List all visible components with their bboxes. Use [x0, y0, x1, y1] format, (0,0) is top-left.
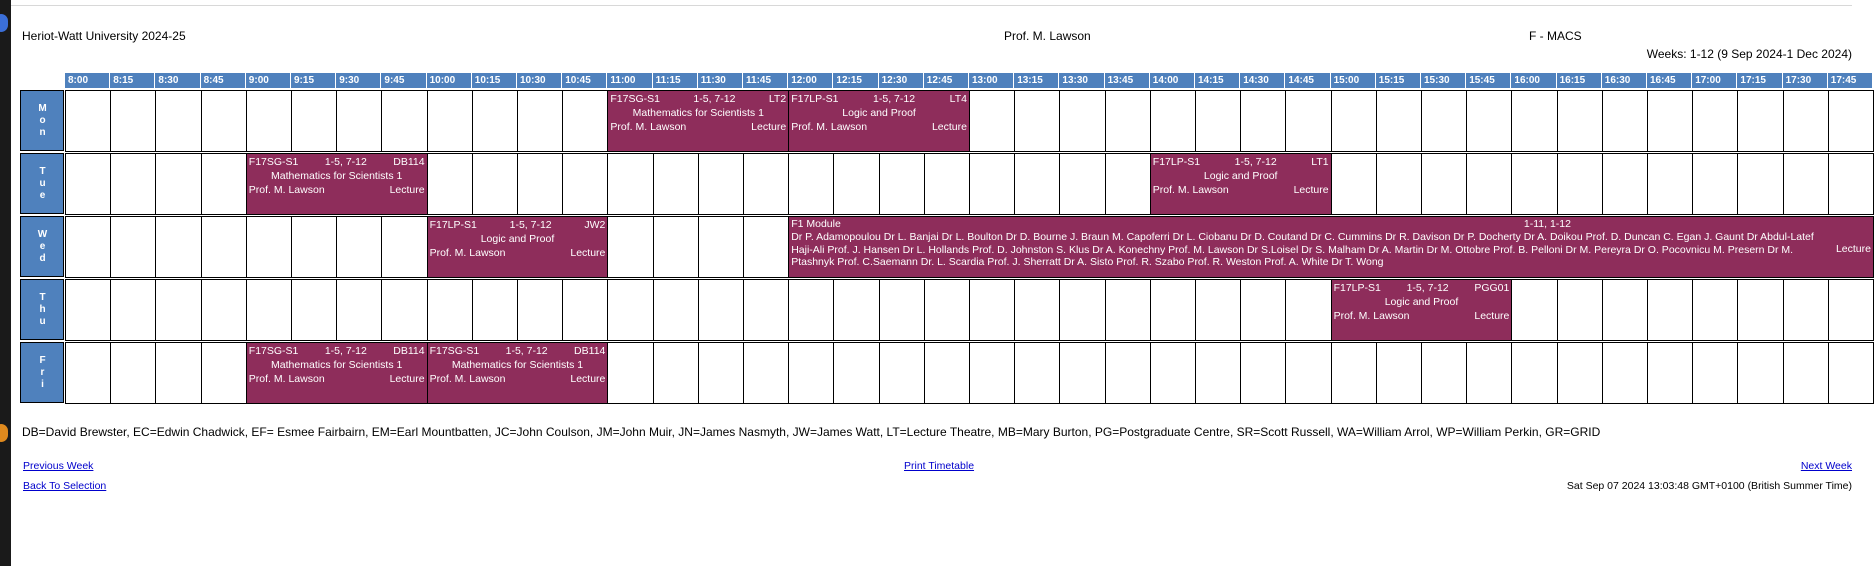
timeslot-cell	[1557, 90, 1603, 152]
timeslot-cell	[833, 279, 879, 341]
timeslot-cell	[1331, 153, 1377, 215]
timeslot-cell	[1737, 153, 1783, 215]
time-header: 14:30	[1240, 73, 1285, 88]
timeslot-cell	[1150, 342, 1196, 404]
timeslot-cell	[381, 279, 427, 341]
event-code: F17LP-S1	[1333, 282, 1381, 294]
timeslot-cell	[1557, 153, 1603, 215]
timeslot-cell	[201, 279, 247, 341]
timeslot-cell	[743, 153, 789, 215]
event-type: Lecture	[389, 373, 425, 385]
event-staff: Prof. M. Lawson	[248, 373, 325, 385]
time-header: 10:00	[427, 73, 472, 88]
next-week-link[interactable]: Next Week	[1800, 460, 1852, 472]
timeslot-cell	[1105, 279, 1151, 341]
weeks-range: Weeks: 1-12 (9 Sep 2024-1 Dec 2024)	[1646, 47, 1852, 61]
timeslot-cell	[1602, 153, 1648, 215]
timeslot-cell	[1557, 279, 1603, 341]
event-code: F17SG-S1	[610, 93, 660, 105]
timeslot-cell	[1602, 342, 1648, 404]
time-header: 9:00	[246, 73, 291, 88]
timeslot-cell	[698, 279, 744, 341]
time-header: 17:15	[1737, 73, 1782, 88]
timeslot-cell	[1647, 153, 1693, 215]
time-header: 9:30	[336, 73, 381, 88]
timeslot-cell	[743, 279, 789, 341]
time-header: 11:00	[607, 73, 652, 88]
event-code: F17LP-S1	[1152, 156, 1201, 168]
day-label: Thu	[37, 291, 48, 328]
timeslot-cell	[65, 279, 111, 341]
event-room: DB114	[393, 345, 425, 357]
timeslot-cell	[427, 90, 473, 152]
timeslot-cell	[1059, 342, 1105, 404]
event-code: F17LP-S1	[791, 93, 839, 105]
time-header: 14:45	[1285, 73, 1330, 88]
time-header: 9:15	[291, 73, 336, 88]
event-code: F17SG-S1	[248, 156, 299, 168]
timeslot-cell	[1105, 342, 1151, 404]
timeslot-cell	[1511, 342, 1557, 404]
timetable-event[interactable]	[246, 153, 428, 215]
event-weeks: 1-5, 7-12	[1234, 156, 1277, 168]
day-label: Mon	[37, 102, 48, 139]
event-staff: Prof. M. Lawson	[429, 247, 506, 259]
timeslot-cell	[1014, 153, 1060, 215]
timeslot-cell	[246, 216, 292, 278]
timeslot-cell	[1828, 153, 1874, 215]
time-header: 17:00	[1692, 73, 1737, 88]
timeslot-cell	[1511, 153, 1557, 215]
timeslot-cell	[1285, 90, 1331, 152]
timeslot-cell	[110, 342, 156, 404]
timeslot-cell	[1240, 342, 1286, 404]
timetable-event[interactable]	[1150, 153, 1332, 215]
time-header: 8:45	[201, 73, 246, 88]
time-header: 13:15	[1014, 73, 1059, 88]
timeslot-cell	[291, 90, 337, 152]
timeslot-cell	[110, 90, 156, 152]
day-header-thu	[20, 279, 64, 340]
timetable-event[interactable]	[427, 216, 609, 278]
event-room: LT1	[1311, 156, 1329, 168]
time-header: 10:45	[562, 73, 607, 88]
time-header: 8:00	[65, 73, 110, 88]
time-header: 14:00	[1150, 73, 1195, 88]
time-header: 17:30	[1783, 73, 1828, 88]
timeslot-cell	[1466, 342, 1512, 404]
timeslot-cell	[201, 342, 247, 404]
timeslot-cell	[1240, 90, 1286, 152]
edge-indicator-orange	[0, 424, 8, 442]
timeslot-cell	[1014, 90, 1060, 152]
time-header: 15:15	[1376, 73, 1421, 88]
timeslot-cell	[65, 216, 111, 278]
timeslot-cell	[381, 90, 427, 152]
event-type: Lecture	[1835, 243, 1871, 255]
timeslot-cell	[1150, 90, 1196, 152]
time-header: 11:45	[743, 73, 788, 88]
timeslot-cell	[924, 279, 970, 341]
timeslot-cell	[1783, 153, 1829, 215]
timeslot-cell	[788, 342, 834, 404]
event-weeks: 1-5, 7-12	[1406, 282, 1449, 294]
timeslot-cell	[562, 279, 608, 341]
staff-name: Prof. M. Lawson	[1004, 29, 1091, 43]
time-header: 16:15	[1557, 73, 1602, 88]
timeslot-cell	[653, 279, 699, 341]
event-title: Mathematics for Scientists 1	[271, 170, 403, 182]
time-header: 14:15	[1195, 73, 1240, 88]
timeslot-cell	[653, 153, 699, 215]
event-staff: Prof. M. Lawson	[248, 184, 325, 196]
edge-indicator-blue	[0, 14, 8, 32]
timeslot-cell	[1421, 342, 1467, 404]
timeslot-cell	[291, 279, 337, 341]
timeslot-cell	[1692, 153, 1738, 215]
time-header: 11:30	[698, 73, 743, 88]
timeslot-cell	[1647, 279, 1693, 341]
day-header-tue	[20, 153, 64, 214]
time-header: 10:30	[517, 73, 562, 88]
timeslot-cell	[698, 153, 744, 215]
event-code: F17SG-S1	[429, 345, 480, 357]
event-title: Logic and Proof	[1203, 170, 1278, 182]
timeslot-cell	[788, 279, 834, 341]
timeslot-cell	[155, 153, 201, 215]
event-staff: Prof. M. Lawson	[429, 373, 506, 385]
timeslot-cell	[1331, 342, 1377, 404]
event-title: Mathematics for Scientists 1	[632, 107, 764, 119]
timeslot-cell	[1285, 342, 1331, 404]
timeslot-cell	[1783, 342, 1829, 404]
time-header: 9:45	[381, 73, 426, 88]
day-label: Tue	[37, 165, 48, 202]
print-timetable-link[interactable]: Print Timetable	[904, 460, 975, 472]
timeslot-cell	[833, 342, 879, 404]
timeslot-cell	[65, 90, 111, 152]
day-label: Wed	[37, 228, 48, 265]
back-to-selection-link[interactable]: Back To Selection	[23, 480, 107, 492]
generated-timestamp: Sat Sep 07 2024 13:03:48 GMT+0100 (British Summer Time)	[1566, 480, 1852, 492]
timeslot-cell	[1014, 342, 1060, 404]
timeslot-cell	[1828, 90, 1874, 152]
event-type: Lecture	[1293, 184, 1329, 196]
timeslot-cell	[201, 90, 247, 152]
timeslot-cell	[1783, 279, 1829, 341]
timetable-event[interactable]	[246, 342, 428, 404]
timeslot-cell	[1692, 342, 1738, 404]
timeslot-cell	[924, 342, 970, 404]
event-type: Lecture	[1474, 310, 1510, 322]
timeslot-cell	[291, 216, 337, 278]
room-legend: DB=David Brewster, EC=Edwin Chadwick, EF= Esmee Fairbairn, EM=Earl Mountbatten, JC=John Coulson, JM=John Muir, JN=James Nasmyth, JW=James Watt, LT=Lecture Theatre, MB=Mary Burton, PG=Postgraduate Centre, SR=Scott Russell, WA=William Arrol, WP=William Perkin, GR=GRID	[22, 425, 1601, 439]
timeslot-cell	[1376, 342, 1422, 404]
event-room: JW2	[584, 219, 606, 231]
timeslot-cell	[1647, 90, 1693, 152]
timeslot-cell	[155, 90, 201, 152]
event-title: Logic and Proof	[1384, 296, 1459, 308]
timeslot-cell	[1195, 279, 1241, 341]
time-header: 15:30	[1421, 73, 1466, 88]
timeslot-cell	[1828, 279, 1874, 341]
timeslot-cell	[924, 153, 970, 215]
event-staff: Prof. M. Lawson	[610, 121, 687, 133]
timeslot-cell	[246, 90, 292, 152]
timeslot-cell	[1285, 279, 1331, 341]
event-type: Lecture	[931, 121, 967, 133]
timeslot-cell	[155, 279, 201, 341]
institution-title: Heriot-Watt University 2024-25	[22, 29, 186, 43]
time-header: 12:30	[879, 73, 924, 88]
day-header-mon	[20, 90, 64, 151]
time-header: 16:30	[1602, 73, 1647, 88]
timeslot-cell	[110, 279, 156, 341]
timeslot-cell	[1195, 342, 1241, 404]
timeslot-cell	[743, 342, 789, 404]
timeslot-cell	[562, 153, 608, 215]
timeslot-cell	[1195, 90, 1241, 152]
timeslot-cell	[1014, 279, 1060, 341]
time-header: 12:15	[833, 73, 878, 88]
timeslot-cell	[336, 90, 382, 152]
event-code: F17LP-S1	[429, 219, 477, 231]
event-room: LT2	[768, 93, 787, 105]
timeslot-cell	[381, 216, 427, 278]
event-staff: Prof. M. Lawson	[1152, 184, 1229, 196]
event-room: DB114	[393, 156, 425, 168]
timeslot-cell	[1150, 279, 1196, 341]
time-header: 10:15	[472, 73, 517, 88]
time-header: 13:30	[1059, 73, 1104, 88]
timeslot-cell	[1421, 90, 1467, 152]
timetable-event[interactable]	[607, 90, 789, 152]
event-weeks: 1-5, 7-12	[324, 345, 367, 357]
event-staff: Dr P. Adamopoulou Dr L. Banjai Dr L. Boulton Dr D. Bourne J. Braun M. Capoferri Dr L. Ciobanu Dr D. Coutand Dr C. Cummins Dr R. Davison Dr P. Docherty Dr A. Doikou Prof. D. Duncan C. Egan J. Gaunt Dr Abdul-Latef Haji-Ali Prof. J. Hansen Dr L. Hollands Prof. D. Johnston S. Klus Dr A. Konechny Prof. M. Lawson Dr S.Loisel Dr S. Malham Dr A. Martin Dr M. Ottobre Prof. B. Pelloni Dr M. Pereyra Dr O. Pocovnicu M. Presern Dr M. Ptashnyk Prof. C.Saemann Dr. L. Scardia Prof. J. Sherratt Dr A. Sisto Prof. R. Szabo Prof. R. Weston Prof. A. White Dr T. Wong	[791, 231, 1814, 268]
time-header: 15:00	[1331, 73, 1376, 88]
time-header: 13:00	[969, 73, 1014, 88]
top-divider	[11, 5, 1852, 6]
timeslot-cell	[336, 279, 382, 341]
event-type: Lecture	[751, 121, 787, 133]
timeslot-cell	[1737, 342, 1783, 404]
timeslot-cell	[607, 342, 653, 404]
timeslot-cell	[517, 90, 563, 152]
timeslot-cell	[653, 216, 699, 278]
event-weeks: 1-5, 7-12	[324, 156, 367, 168]
event-weeks: 1-5, 7-12	[509, 219, 552, 231]
event-type: Lecture	[570, 373, 606, 385]
timeslot-cell	[879, 153, 925, 215]
timeslot-cell	[607, 216, 653, 278]
timeslot-cell	[155, 216, 201, 278]
timeslot-cell	[1421, 153, 1467, 215]
timeslot-cell	[517, 153, 563, 215]
event-type: Lecture	[389, 184, 425, 196]
timeslot-cell	[201, 216, 247, 278]
timeslot-cell	[110, 216, 156, 278]
timeslot-cell	[155, 342, 201, 404]
time-header: 16:45	[1647, 73, 1692, 88]
day-header-wed	[20, 216, 64, 277]
timeslot-cell	[833, 153, 879, 215]
timeslot-cell	[969, 342, 1015, 404]
timeslot-cell	[1511, 90, 1557, 152]
event-room: DB114	[574, 345, 606, 357]
timeslot-cell	[607, 153, 653, 215]
event-title: Logic and Proof	[842, 107, 916, 119]
time-header: 13:45	[1105, 73, 1150, 88]
window-left-edge	[0, 0, 11, 566]
department: F - MACS	[1529, 29, 1582, 43]
time-header: 11:15	[653, 73, 698, 88]
timetable-event[interactable]	[788, 90, 970, 152]
timeslot-cell	[1105, 153, 1151, 215]
timeslot-cell	[969, 279, 1015, 341]
timeslot-cell	[607, 279, 653, 341]
timeslot-cell	[743, 216, 789, 278]
timeslot-cell	[65, 153, 111, 215]
event-title: Mathematics for Scientists 1	[271, 359, 403, 371]
timeslot-cell	[1331, 90, 1377, 152]
timeslot-cell	[1557, 342, 1603, 404]
previous-week-link[interactable]: Previous Week	[23, 460, 94, 472]
timeslot-cell	[472, 90, 518, 152]
timeslot-cell	[65, 342, 111, 404]
timeslot-cell	[698, 342, 744, 404]
day-label: Fri	[37, 354, 48, 391]
timeslot-cell	[1737, 279, 1783, 341]
event-title: Logic and Proof	[480, 233, 555, 245]
event-code: F1 Module	[791, 218, 841, 230]
time-header: 12:45	[924, 73, 969, 88]
timeslot-cell	[1783, 90, 1829, 152]
event-staff: Prof. M. Lawson	[1333, 310, 1410, 322]
event-weeks: 1-5, 7-12	[693, 93, 736, 105]
day-header-fri	[20, 342, 64, 403]
timeslot-cell	[969, 90, 1015, 152]
event-staff: Prof. M. Lawson	[791, 121, 868, 133]
time-header: 8:30	[155, 73, 200, 88]
timeslot-cell	[969, 153, 1015, 215]
timeslot-cell	[1105, 90, 1151, 152]
timeslot-cell	[1059, 153, 1105, 215]
event-weeks: 1-5, 7-12	[873, 93, 916, 105]
event-weeks: 1-5, 7-12	[505, 345, 548, 357]
timeslot-cell	[1828, 342, 1874, 404]
event-code: F17SG-S1	[248, 345, 299, 357]
event-title: Mathematics for Scientists 1	[451, 359, 584, 371]
time-header: 16:00	[1511, 73, 1556, 88]
timeslot-cell	[472, 153, 518, 215]
time-header: 12:00	[788, 73, 833, 88]
timeslot-cell	[336, 216, 382, 278]
timeslot-cell	[562, 90, 608, 152]
time-header: 15:45	[1466, 73, 1511, 88]
timeslot-cell	[698, 216, 744, 278]
timeslot-cell	[1376, 153, 1422, 215]
timeslot-cell	[1692, 279, 1738, 341]
timeslot-cell	[1240, 279, 1286, 341]
timetable-event[interactable]	[788, 216, 1874, 278]
timetable-event[interactable]	[427, 342, 609, 404]
timeslot-cell	[879, 342, 925, 404]
timeslot-cell	[1602, 90, 1648, 152]
timetable-event[interactable]	[1331, 279, 1513, 341]
timeslot-cell	[1737, 90, 1783, 152]
timeslot-cell	[427, 153, 473, 215]
timeslot-cell	[472, 279, 518, 341]
timeslot-cell	[517, 279, 563, 341]
timeslot-cell	[1466, 90, 1512, 152]
time-header: 8:15	[110, 73, 155, 88]
event-room: LT4	[949, 93, 967, 105]
timeslot-cell	[1602, 279, 1648, 341]
event-room: PGG01	[1474, 282, 1510, 294]
timeslot-cell	[1059, 90, 1105, 152]
timeslot-cell	[246, 279, 292, 341]
timeslot-cell	[1692, 90, 1738, 152]
timeslot-cell	[1059, 279, 1105, 341]
timeslot-cell	[427, 279, 473, 341]
timeslot-cell	[1466, 153, 1512, 215]
timeslot-cell	[110, 153, 156, 215]
time-header: 17:45	[1828, 73, 1873, 88]
timeslot-cell	[788, 153, 834, 215]
event-weeks: 1-11, 1-12	[1523, 218, 1571, 230]
timeslot-cell	[1376, 90, 1422, 152]
event-type: Lecture	[570, 247, 606, 259]
timeslot-cell	[653, 342, 699, 404]
timeslot-cell	[1647, 342, 1693, 404]
timeslot-cell	[201, 153, 247, 215]
timeslot-cell	[879, 279, 925, 341]
timeslot-cell	[1511, 279, 1557, 341]
